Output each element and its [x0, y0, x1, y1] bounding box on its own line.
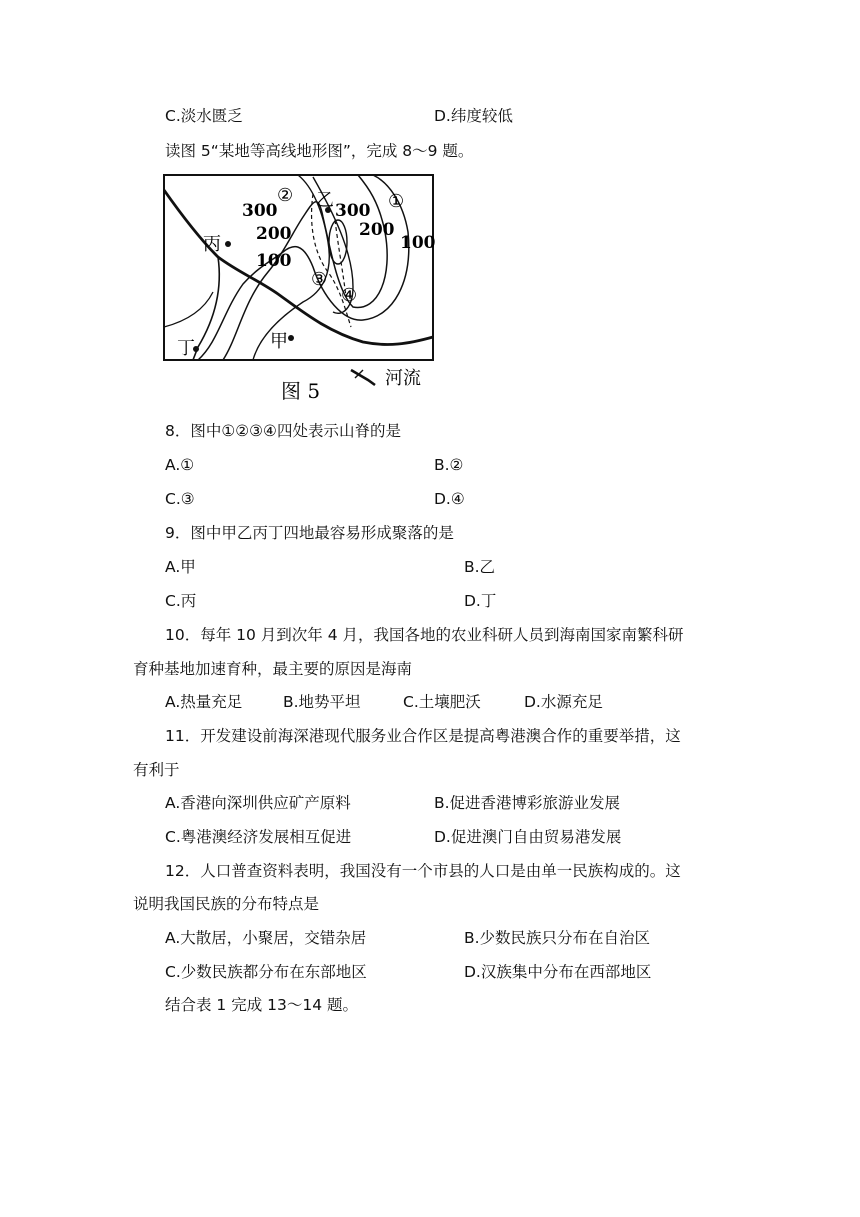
contour-label-300-right: 300 — [335, 201, 371, 221]
q12-option-d: D.汉族集中分布在西部地区 — [464, 963, 652, 981]
q11-stem-line2: 有利于 — [133, 761, 180, 779]
place-jia: 甲 — [270, 331, 288, 352]
q9-option-b: B.乙 — [464, 558, 496, 576]
q12-stem-line1: 12．人口普查资料表明，我国没有一个市县的人口是由单一民族构成的。这 — [165, 862, 681, 880]
contour-label-200-left: 200 — [256, 224, 292, 244]
contour-label-100-right: 100 — [400, 233, 436, 253]
q11-option-d: D.促进澳门自由贸易港发展 — [434, 828, 622, 846]
q8-option-a: A.① — [165, 456, 195, 474]
q10-option-c: C.土壤肥沃 — [403, 693, 481, 711]
q9-stem: 9．图中甲乙丙丁四地最容易形成聚落的是 — [165, 524, 454, 542]
contour-label-300-left: 300 — [242, 201, 278, 221]
q11-stem-line1: 11．开发建设前海深港现代服务业合作区是提高粤港澳合作的重要举措，这 — [165, 727, 681, 745]
q9-option-d: D.丁 — [464, 592, 497, 610]
q12-option-a: A.大散居，小聚居，交错杂居 — [165, 929, 367, 947]
q9-option-c: C.丙 — [165, 592, 197, 610]
q12-option-b: B.少数民族只分布在自治区 — [464, 929, 651, 947]
q10-stem-line2: 育种基地加速育种，最主要的原因是海南 — [133, 660, 413, 678]
place-bing: 丙 — [203, 234, 221, 255]
marker-1: ① — [388, 191, 405, 212]
contour-map-figure — [163, 172, 439, 404]
q10-option-a: A.热量充足 — [165, 693, 243, 711]
q8-option-b: B.② — [434, 456, 464, 474]
q7-option-c: C.淡水匮乏 — [165, 107, 243, 125]
intro-8-9: 读图 5“某地等高线地形图”，完成 8～9 题。 — [165, 142, 474, 160]
q11-option-a: A.香港向深圳供应矿产原料 — [165, 794, 351, 812]
place-yi: 乙 — [316, 190, 334, 211]
q12-option-c: C.少数民族都分布在东部地区 — [165, 963, 367, 981]
q8-option-d: D.④ — [434, 490, 465, 508]
marker-4: ④ — [341, 285, 358, 306]
q9-option-a: A.甲 — [165, 558, 196, 576]
q10-option-b: B.地势平坦 — [283, 693, 361, 711]
q8-stem: 8．图中①②③④四处表示山脊的是 — [165, 422, 401, 440]
q8-option-c: C.③ — [165, 490, 195, 508]
marker-2: ② — [277, 185, 294, 206]
contour-label-100-left: 100 — [256, 251, 292, 271]
marker-3: ③ — [311, 269, 328, 290]
legend-river-label: 河流 — [385, 368, 421, 389]
q10-option-d: D.水源充足 — [524, 693, 603, 711]
place-ding: 丁 — [177, 338, 195, 359]
figure-caption: 图 5 — [281, 379, 321, 403]
q12-stem-line2: 说明我国民族的分布特点是 — [133, 895, 320, 913]
intro-13-14: 结合表 1 完成 13～14 题。 — [165, 996, 359, 1014]
contour-label-200-right: 200 — [359, 220, 395, 240]
q11-option-b: B.促进香港博彩旅游业发展 — [434, 794, 621, 812]
q7-option-d: D.纬度较低 — [434, 107, 513, 125]
q11-option-c: C.粤港澳经济发展相互促进 — [165, 828, 352, 846]
q10-stem-line1: 10．每年 10 月到次年 4 月，我国各地的农业科研人员到海南国家南繁科研 — [165, 626, 684, 644]
